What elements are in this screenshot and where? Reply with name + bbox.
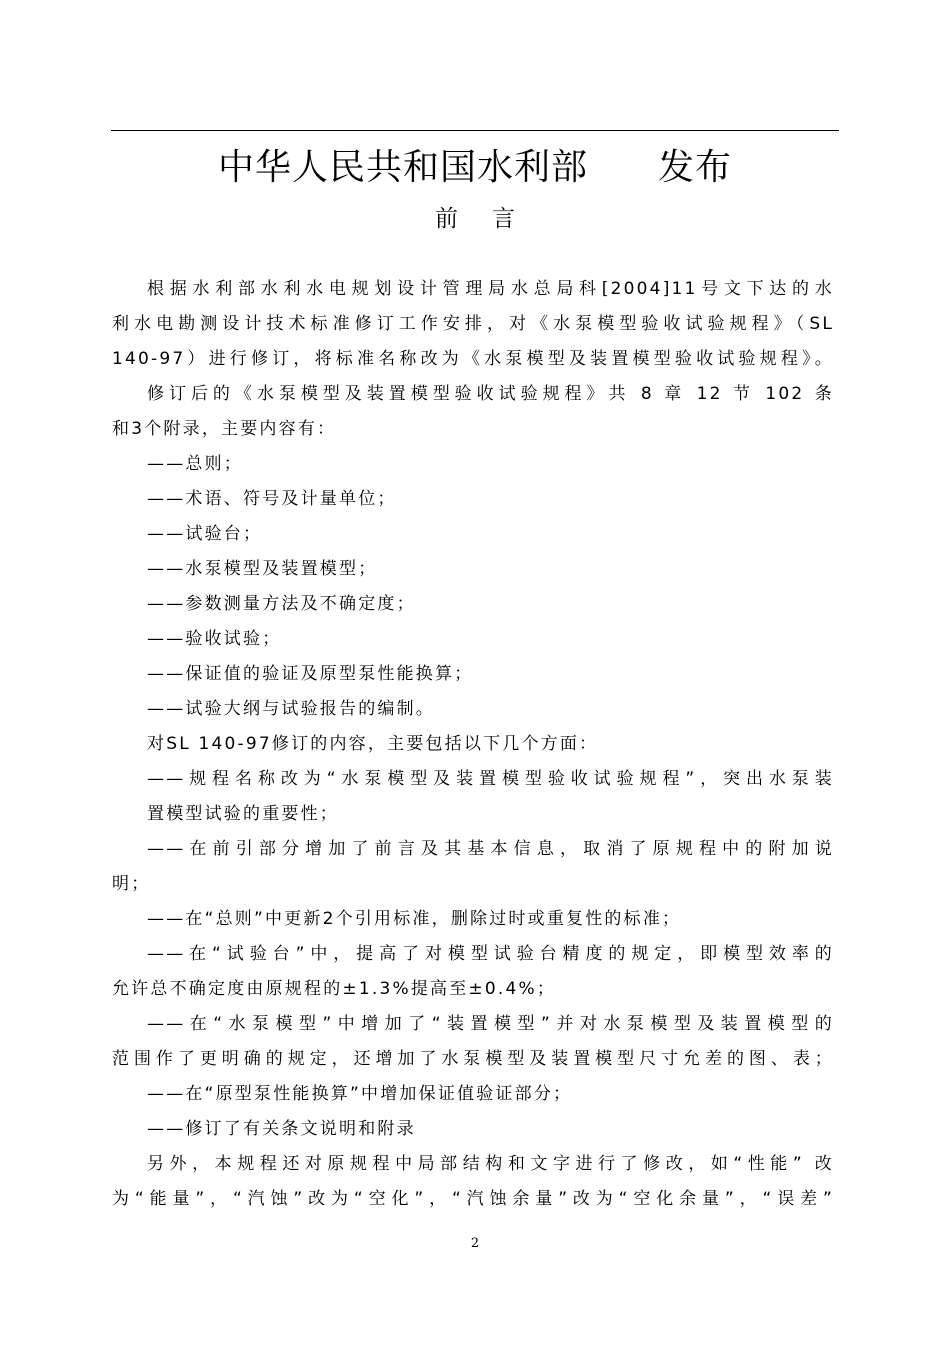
list-item: ——规程名称改为“水泵模型及装置模型验收试验规程”，突出水泵装: [147, 769, 834, 789]
body-line: 对SL 140-97修订的内容，主要包括以下几个方面：: [147, 734, 599, 754]
body-line: 根据水利部水利水电规划设计管理局水总局科[2004]11号文下达的水: [147, 279, 834, 299]
list-item: ——在“总则”中更新2个引用标准，删除过时或重复性的标准；: [147, 909, 682, 929]
body-line: 和3个附录，主要内容有：: [112, 419, 337, 439]
body-line: 明；: [112, 874, 151, 894]
list-item: ——在“试验台”中，提高了对模型试验台精度的规定，即模型效率的: [147, 944, 834, 964]
list-item: ——术语、符号及计量单位；: [147, 489, 397, 509]
list-item: ——修订了有关条文说明和附录: [147, 1119, 416, 1139]
body-text: [112, 272, 834, 1217]
section-heading: 前言: [435, 206, 549, 232]
list-item: ——参数测量方法及不确定度；: [147, 594, 416, 614]
list-item: ——保证值的验证及原型泵性能换算；: [147, 664, 474, 684]
body-line: 另外，本规程还对原规程中局部结构和文字进行了修改，如“性能” 改: [147, 1154, 834, 1174]
body-line: 利水电勘测设计技术标准修订工作安排，对《水泵模型验收试验规程》（SL: [112, 314, 834, 334]
body-line: 140-97）进行修订，将标准名称改为《水泵模型及装置模型验收试验规程》。: [112, 349, 834, 369]
body-line: 允许总不确定度由原规程的±1.3%提高至±0.4%；: [112, 979, 557, 999]
publisher-line: [0, 143, 950, 193]
body-line: 置模型试验的重要性；: [147, 804, 339, 824]
list-item: ——试验大纲与试验报告的编制。: [147, 699, 435, 719]
page-number: 2: [470, 1236, 480, 1251]
publish-action: 发布: [658, 147, 733, 188]
list-item: ——在“水泵模型”中增加了“装置模型”并对水泵模型及装置模型的: [147, 1014, 834, 1034]
list-item: ——试验台；: [147, 524, 263, 544]
list-item: ——在前引部分增加了前言及其基本信息，取消了原规程中的附加说: [147, 839, 834, 859]
body-line: 为“能量”，“汽蚀”改为“空化”，“汽蚀余量”改为“空化余量”，“误差”: [112, 1189, 834, 1209]
list-item: ——验收试验；: [147, 629, 282, 649]
body-line: 范围作了更明确的规定，还增加了水泵模型及装置模型尺寸允差的图、表；: [112, 1049, 834, 1069]
list-item: ——总则；: [147, 454, 243, 474]
list-item: ——在“原型泵性能换算”中增加保证值验证部分；: [147, 1084, 573, 1104]
publisher-name: 中华人民共和国水利部: [217, 147, 588, 188]
body-line: 修订后的《水泵模型及装置模型验收试验规程》共 8 章 12 节 102 条: [147, 384, 834, 404]
list-item: ——水泵模型及装置模型；: [147, 559, 378, 579]
header-rule: [111, 130, 839, 131]
